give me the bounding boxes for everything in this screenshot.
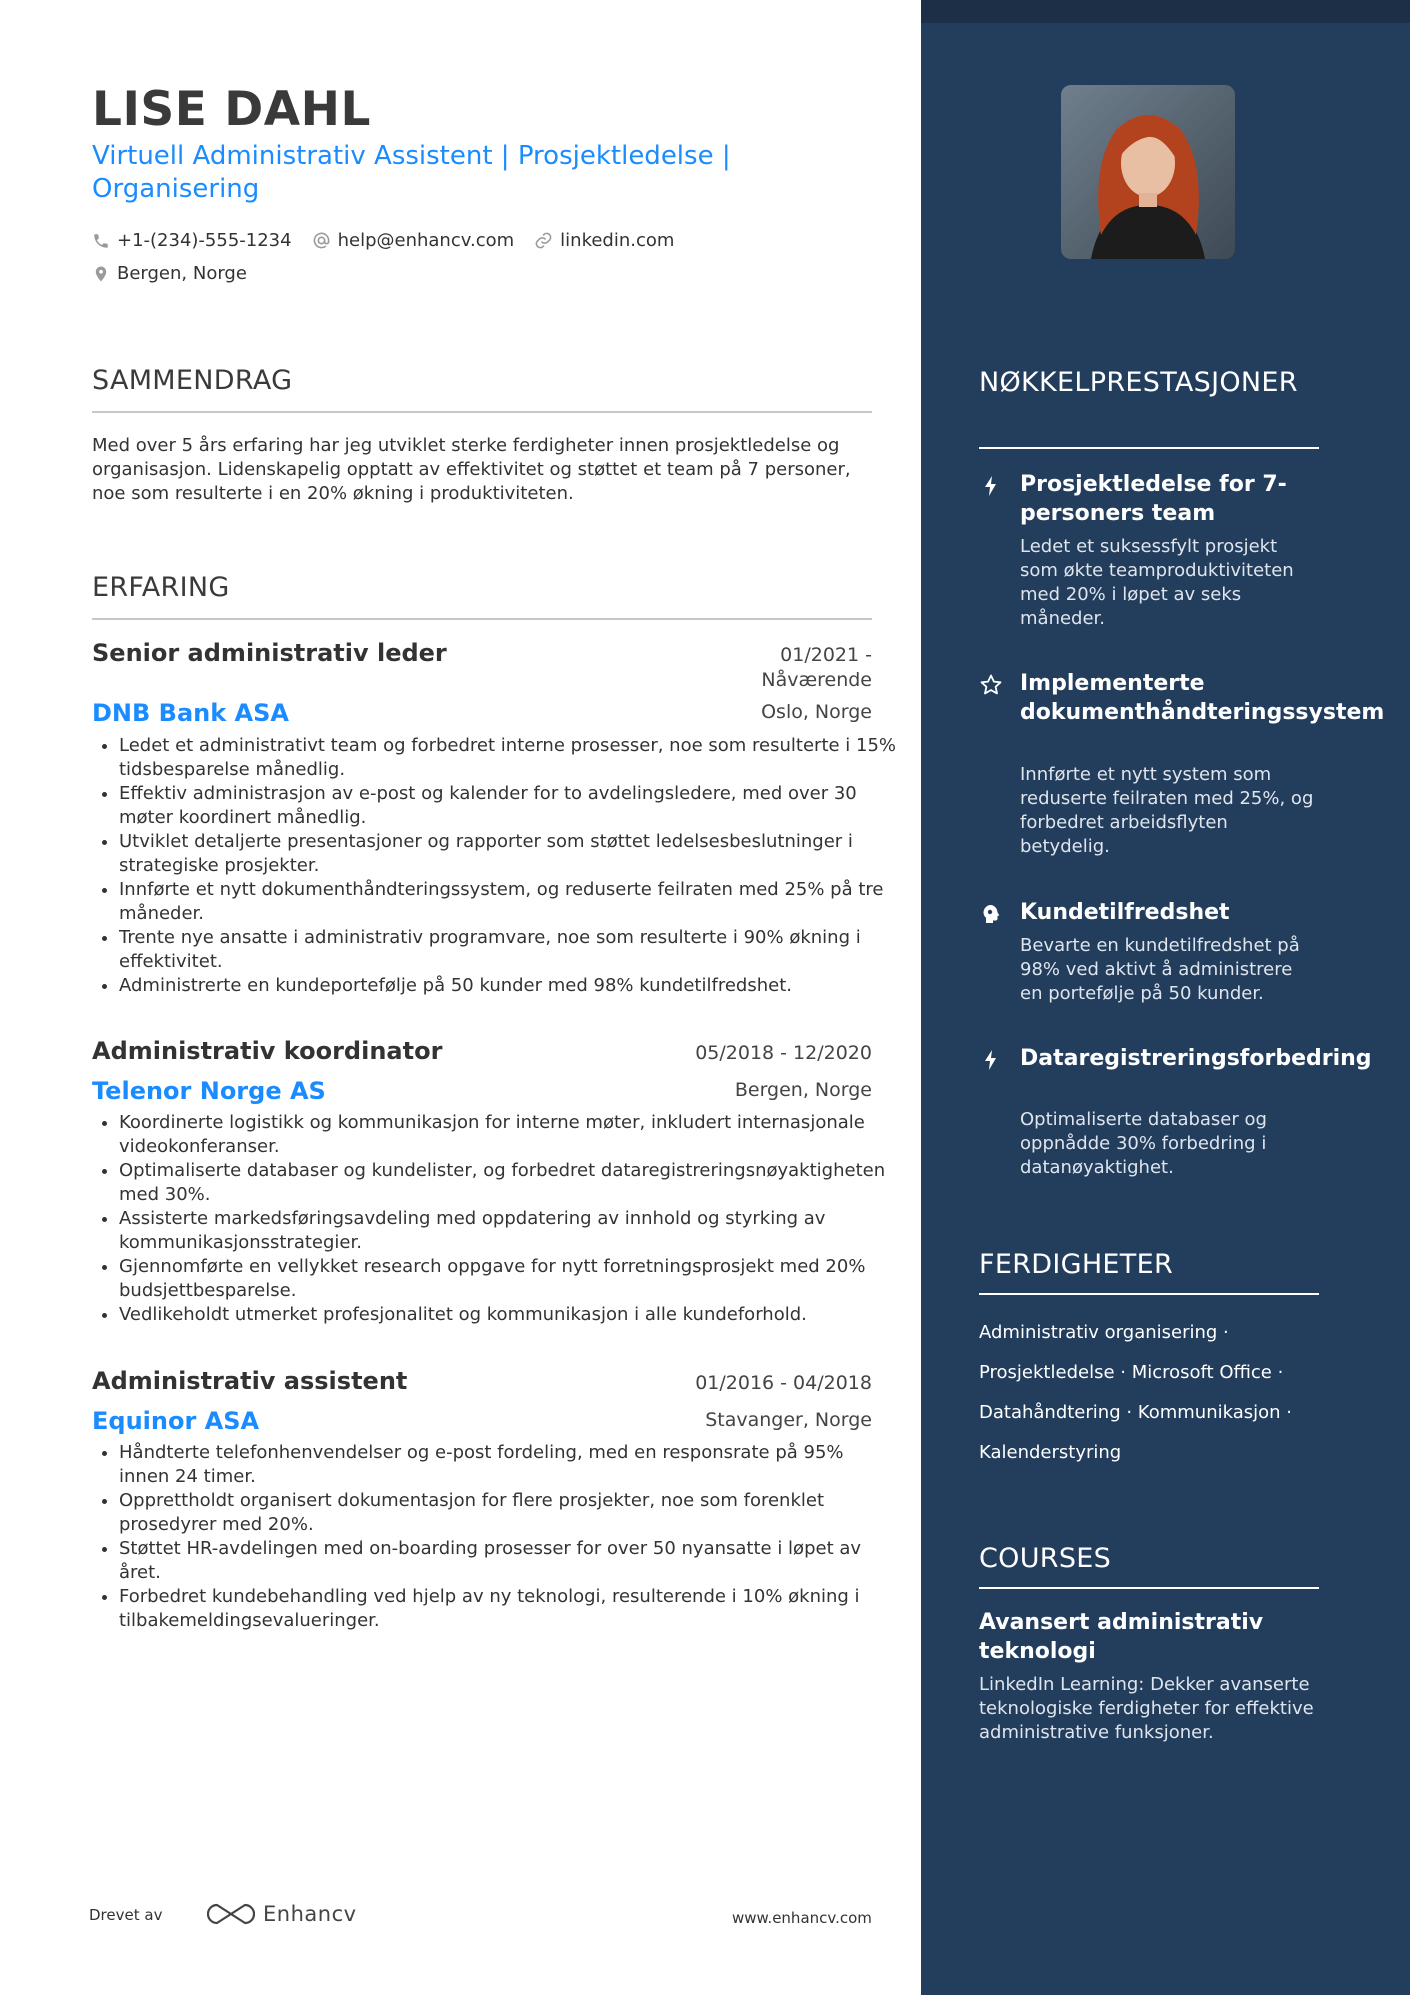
job-bullet: • Støttet HR-avdelingen med on-boarding prosesser for over 50 nyansatte i løpet av året. [119, 1537, 899, 1585]
at-icon [312, 231, 331, 250]
job-bullet: • Effektiv administrasjon av e-post og kalender for to avdelingsledere, med over 30 møter koordinert månedlig. [119, 782, 899, 830]
experience-divider [92, 618, 872, 620]
achievements-divider [979, 447, 1319, 449]
experience-heading: ERFARING [92, 572, 230, 603]
contact-location [92, 263, 247, 284]
achievement-desc: Optimaliserte databaser og oppnådde 30% forbedring i datanøyaktighet. [1020, 1109, 1267, 1178]
job-bullet: • Forbedret kundebehandling ved hjelp av ny teknologi, resulterende i 10% økning i tilbakemeldingsevalueringer. [119, 1585, 899, 1633]
course-desc: LinkedIn Learning: Dekker avanserte teknologiske ferdigheter for effektive administrative funksjoner. [979, 1674, 1314, 1743]
skill-item: Administrativ organisering [979, 1322, 1218, 1343]
achievement-title: Prosjektledelse for 7-personers team [1020, 472, 1287, 526]
job-bullet: • Assisterte markedsføringsavdeling med oppdatering av innhold og styrking av kommunikasjonsstrategier. [119, 1207, 899, 1255]
job-bullets [92, 1111, 899, 1327]
skills-line [979, 1433, 1319, 1473]
footer-powered-by: Drevet av [89, 1906, 163, 1924]
skills-line: Administrativ organisering · [979, 1322, 1229, 1343]
skills-line: Prosjektledelse · Microsoft Office · [979, 1362, 1284, 1383]
skills-line: Datahåndtering · Kommunikasjon · [979, 1402, 1292, 1423]
courses-heading: COURSES [979, 1543, 1112, 1574]
candidate-name: LISE DAHL [92, 82, 371, 137]
job-bullet: • Trente nye ansatte i administrativ programvare, noe som resulterte i 90% økning i effektivitet. [119, 926, 899, 974]
job-bullet: • Utviklet detaljerte presentasjoner og rapporter som støttet ledelsesbeslutninger i strategiske prosjekter. [119, 830, 899, 878]
profile-photo [1061, 85, 1235, 259]
sidebar-top-band [921, 0, 1410, 23]
job-company: Telenor Norge AS [92, 1077, 326, 1105]
contact-email[interactable] [312, 230, 515, 251]
job-title: Senior administrativ leder [92, 639, 447, 667]
job-dates: 05/2018 - 12/2020 [695, 1042, 872, 1064]
phone-text: +1-(234)-555-1234 [117, 230, 292, 251]
footer-brand: Enhancv [263, 1902, 357, 1926]
job-company: DNB Bank ASA [92, 699, 289, 727]
star-icon [979, 673, 1003, 697]
skill-item: Datahåndtering [979, 1402, 1121, 1423]
achievement-title: Dataregistreringsforbedring [1020, 1046, 1372, 1071]
job-bullet: • Innførte et nytt dokumenthåndteringssystem, og reduserte feilraten med 25% på tre måneder. [119, 878, 899, 926]
candidate-headline: Virtuell Administrativ Assistent | Prosjektledelse | Organisering [92, 141, 731, 204]
skills-heading: FERDIGHETER [979, 1249, 1174, 1280]
website-text: linkedin.com [560, 230, 675, 251]
location-text: Bergen, Norge [117, 263, 247, 284]
job-company: Equinor ASA [92, 1407, 260, 1435]
job-title: Administrativ koordinator [92, 1037, 443, 1065]
footer-url[interactable]: www.enhancv.com [732, 1909, 872, 1927]
achievement-title: Implementerte dokumenthåndteringssystem [1020, 671, 1385, 725]
summary-text: Med over 5 års erfaring har jeg utviklet sterke ferdigheter innen prosjektledelse og organisasjon. Lidenskapelig opptatt av effektivitet og støttet et team på 7 personer, noe som resulterte i en 20% økning i produktiviteten. [92, 435, 851, 504]
enhancv-logo[interactable] [207, 1901, 357, 1927]
contact-row-2 [92, 263, 267, 284]
job-bullet: • Koordinerte logistikk og kommunikasjon for interne møter, inkludert internasjonale videokonferanser. [119, 1111, 899, 1159]
skills-divider [979, 1293, 1319, 1295]
contact-website[interactable] [534, 230, 674, 251]
achievements-heading: NØKKELPRESTASJONER [979, 367, 1298, 398]
summary-heading: SAMMENDRAG [92, 365, 293, 396]
job-bullet: • Gjennomførte en vellykket research oppgave for nytt forretningsprosjekt med 20% budsjettbesparelse. [119, 1255, 899, 1303]
job-location: Bergen, Norge [734, 1079, 872, 1101]
skill-item: Kommunikasjon [1137, 1402, 1281, 1423]
job-bullets [92, 734, 899, 998]
bolt-icon [979, 474, 1003, 498]
achievement-title: Kundetilfredshet [1020, 900, 1230, 925]
job-dates: 01/2021 - Nåværende [761, 644, 872, 691]
enhancv-logo-icon [207, 1901, 255, 1927]
job-bullet: • Vedlikeholdt utmerket profesjonalitet og kommunikasjon i alle kundeforhold. [119, 1303, 899, 1327]
skills-list [979, 1313, 1319, 1473]
achievement-desc: Innførte et nytt system som reduserte feilraten med 25%, og forbedret arbeidsflyten betydelig. [1020, 764, 1314, 857]
job-bullets [92, 1441, 899, 1633]
job-bullet: • Ledet et administrativt team og forbedret interne prosesser, noe som resulterte i 15% tidsbesparelse månedlig. [119, 734, 899, 782]
skill-item: Kalenderstyring [979, 1442, 1122, 1463]
phone-icon [92, 232, 110, 250]
bolt-icon [979, 1048, 1003, 1072]
location-pin-icon [92, 264, 110, 284]
summary-divider [92, 411, 872, 413]
skill-item: Prosjektledelse [979, 1362, 1115, 1383]
contact-row-1 [92, 230, 694, 251]
achievement-desc: Ledet et suksessfylt prosjekt som økte teamproduktiviteten med 20% i løpet av seks måneder. [1020, 536, 1294, 629]
job-dates: 01/2016 - 04/2018 [695, 1372, 872, 1394]
job-location: Oslo, Norge [761, 701, 872, 723]
job-bullet: • Administrerte en kundeportefølje på 50 kunder med 98% kundetilfredshet. [119, 974, 899, 998]
job-bullet: • Opprettholdt organisert dokumentasjon for flere prosjekter, noe som forenklet prosedyrer med 20%. [119, 1489, 899, 1537]
achievement-desc: Bevarte en kundetilfredshet på 98% ved aktivt å administrere en portefølje på 50 kunder. [1020, 935, 1300, 1004]
skill-item: Microsoft Office [1131, 1362, 1272, 1383]
courses-divider [979, 1587, 1319, 1589]
job-location: Stavanger, Norge [705, 1409, 872, 1431]
brain-head-icon [979, 902, 1003, 926]
job-title: Administrativ assistent [92, 1367, 408, 1395]
course-title: Avansert administrativ teknologi [979, 1610, 1264, 1664]
job-bullet: • Håndterte telefonhenvendelser og e-post fordeling, med en responsrate på 95% innen 24 timer. [119, 1441, 899, 1489]
job-bullet: • Optimaliserte databaser og kundelister, og forbedret dataregistreringsnøyaktigheten med 30%. [119, 1159, 899, 1207]
link-icon [534, 231, 553, 250]
contact-phone[interactable] [92, 230, 292, 251]
email-text: help@enhancv.com [337, 230, 515, 251]
